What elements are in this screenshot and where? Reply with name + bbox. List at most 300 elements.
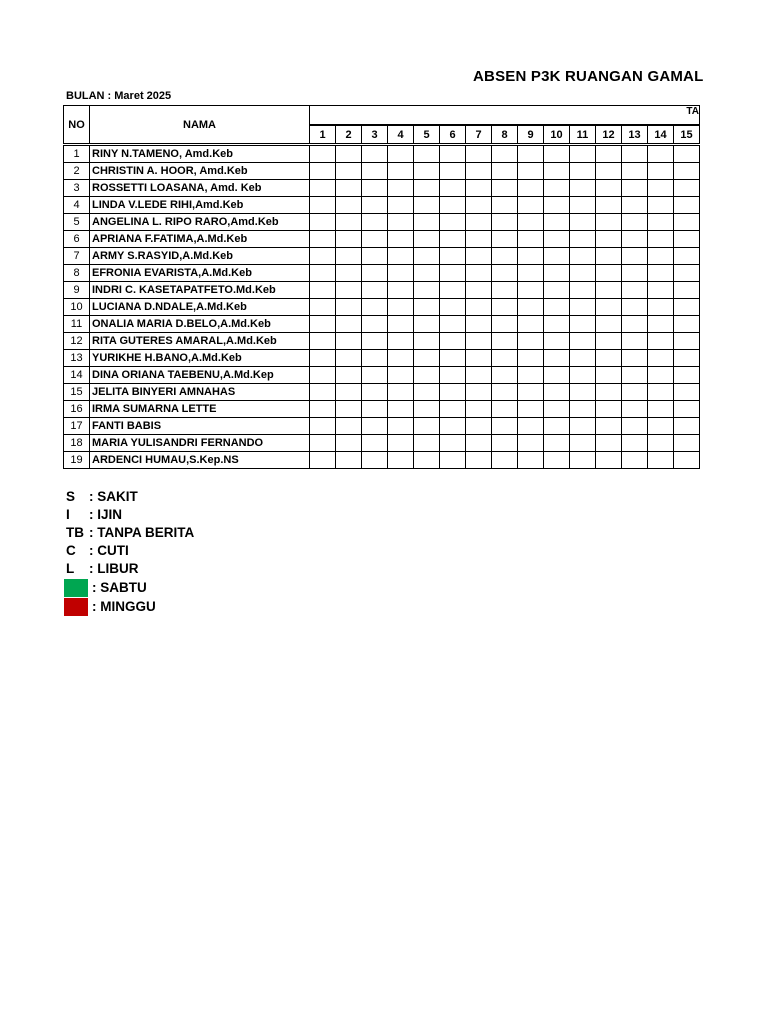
attendance-cell[interactable] bbox=[336, 214, 362, 231]
attendance-cell[interactable] bbox=[388, 384, 414, 401]
attendance-cell[interactable] bbox=[362, 452, 388, 469]
attendance-cell[interactable] bbox=[674, 145, 700, 163]
attendance-cell[interactable] bbox=[466, 452, 492, 469]
attendance-cell[interactable] bbox=[596, 180, 622, 197]
attendance-cell[interactable] bbox=[362, 316, 388, 333]
attendance-cell[interactable] bbox=[570, 452, 596, 469]
attendance-cell[interactable] bbox=[622, 248, 648, 265]
attendance-cell[interactable] bbox=[518, 418, 544, 435]
attendance-cell[interactable] bbox=[466, 163, 492, 180]
attendance-cell[interactable] bbox=[310, 316, 336, 333]
attendance-cell[interactable] bbox=[570, 145, 596, 163]
attendance-cell[interactable] bbox=[518, 248, 544, 265]
attendance-cell[interactable] bbox=[362, 197, 388, 214]
attendance-cell[interactable] bbox=[388, 401, 414, 418]
attendance-cell[interactable] bbox=[440, 145, 466, 163]
attendance-cell[interactable] bbox=[310, 197, 336, 214]
attendance-cell[interactable] bbox=[570, 299, 596, 316]
attendance-cell[interactable] bbox=[648, 452, 674, 469]
attendance-cell[interactable] bbox=[466, 265, 492, 282]
attendance-cell[interactable] bbox=[544, 145, 570, 163]
attendance-cell[interactable] bbox=[544, 214, 570, 231]
attendance-cell[interactable] bbox=[362, 435, 388, 452]
attendance-cell[interactable] bbox=[674, 197, 700, 214]
attendance-cell[interactable] bbox=[596, 282, 622, 299]
attendance-cell[interactable] bbox=[336, 452, 362, 469]
attendance-cell[interactable] bbox=[544, 333, 570, 350]
attendance-cell[interactable] bbox=[674, 248, 700, 265]
attendance-cell[interactable] bbox=[596, 231, 622, 248]
attendance-cell[interactable] bbox=[362, 163, 388, 180]
attendance-cell[interactable] bbox=[518, 350, 544, 367]
attendance-cell[interactable] bbox=[414, 384, 440, 401]
attendance-cell[interactable] bbox=[466, 367, 492, 384]
attendance-cell[interactable] bbox=[518, 401, 544, 418]
attendance-cell[interactable] bbox=[518, 265, 544, 282]
attendance-cell[interactable] bbox=[596, 401, 622, 418]
attendance-cell[interactable] bbox=[362, 214, 388, 231]
attendance-cell[interactable] bbox=[544, 435, 570, 452]
attendance-cell[interactable] bbox=[492, 316, 518, 333]
attendance-cell[interactable] bbox=[492, 248, 518, 265]
attendance-cell[interactable] bbox=[648, 384, 674, 401]
attendance-cell[interactable] bbox=[648, 350, 674, 367]
attendance-cell[interactable] bbox=[492, 435, 518, 452]
attendance-cell[interactable] bbox=[414, 418, 440, 435]
attendance-cell[interactable] bbox=[544, 350, 570, 367]
attendance-cell[interactable] bbox=[544, 180, 570, 197]
attendance-cell[interactable] bbox=[674, 350, 700, 367]
attendance-cell[interactable] bbox=[440, 401, 466, 418]
attendance-cell[interactable] bbox=[362, 418, 388, 435]
attendance-cell[interactable] bbox=[622, 452, 648, 469]
attendance-cell[interactable] bbox=[492, 265, 518, 282]
attendance-cell[interactable] bbox=[570, 401, 596, 418]
attendance-cell[interactable] bbox=[492, 163, 518, 180]
attendance-cell[interactable] bbox=[440, 248, 466, 265]
attendance-cell[interactable] bbox=[310, 418, 336, 435]
attendance-cell[interactable] bbox=[466, 435, 492, 452]
attendance-cell[interactable] bbox=[648, 299, 674, 316]
attendance-cell[interactable] bbox=[570, 333, 596, 350]
attendance-cell[interactable] bbox=[466, 401, 492, 418]
attendance-cell[interactable] bbox=[440, 180, 466, 197]
attendance-cell[interactable] bbox=[336, 384, 362, 401]
attendance-cell[interactable] bbox=[648, 214, 674, 231]
attendance-cell[interactable] bbox=[388, 248, 414, 265]
attendance-cell[interactable] bbox=[570, 248, 596, 265]
attendance-cell[interactable] bbox=[362, 350, 388, 367]
attendance-cell[interactable] bbox=[466, 197, 492, 214]
attendance-cell[interactable] bbox=[466, 299, 492, 316]
attendance-cell[interactable] bbox=[492, 401, 518, 418]
attendance-cell[interactable] bbox=[596, 333, 622, 350]
attendance-cell[interactable] bbox=[336, 163, 362, 180]
attendance-cell[interactable] bbox=[518, 197, 544, 214]
attendance-cell[interactable] bbox=[310, 231, 336, 248]
attendance-cell[interactable] bbox=[648, 367, 674, 384]
attendance-cell[interactable] bbox=[492, 350, 518, 367]
attendance-cell[interactable] bbox=[596, 384, 622, 401]
attendance-cell[interactable] bbox=[466, 248, 492, 265]
attendance-cell[interactable] bbox=[674, 384, 700, 401]
attendance-cell[interactable] bbox=[492, 452, 518, 469]
attendance-cell[interactable] bbox=[544, 265, 570, 282]
attendance-cell[interactable] bbox=[336, 367, 362, 384]
attendance-cell[interactable] bbox=[544, 282, 570, 299]
attendance-cell[interactable] bbox=[596, 197, 622, 214]
attendance-cell[interactable] bbox=[362, 282, 388, 299]
attendance-cell[interactable] bbox=[388, 316, 414, 333]
attendance-cell[interactable] bbox=[544, 367, 570, 384]
attendance-cell[interactable] bbox=[336, 231, 362, 248]
attendance-cell[interactable] bbox=[544, 316, 570, 333]
attendance-cell[interactable] bbox=[518, 435, 544, 452]
row-name: APRIANA F.FATIMA,A.Md.Keb bbox=[90, 231, 310, 248]
attendance-cell[interactable] bbox=[570, 180, 596, 197]
attendance-cell[interactable] bbox=[674, 401, 700, 418]
attendance-cell[interactable] bbox=[388, 452, 414, 469]
attendance-cell[interactable] bbox=[544, 231, 570, 248]
attendance-cell[interactable] bbox=[596, 163, 622, 180]
attendance-cell[interactable] bbox=[310, 214, 336, 231]
attendance-cell[interactable] bbox=[674, 265, 700, 282]
attendance-cell[interactable] bbox=[440, 452, 466, 469]
attendance-cell[interactable] bbox=[570, 265, 596, 282]
row-number: 14 bbox=[64, 367, 90, 384]
attendance-cell[interactable] bbox=[310, 163, 336, 180]
attendance-cell[interactable] bbox=[440, 316, 466, 333]
attendance-cell[interactable] bbox=[622, 418, 648, 435]
attendance-cell[interactable] bbox=[648, 197, 674, 214]
attendance-cell[interactable] bbox=[414, 452, 440, 469]
attendance-cell[interactable] bbox=[492, 384, 518, 401]
attendance-cell[interactable] bbox=[388, 214, 414, 231]
attendance-cell[interactable] bbox=[466, 350, 492, 367]
attendance-cell[interactable] bbox=[388, 350, 414, 367]
attendance-cell[interactable] bbox=[362, 248, 388, 265]
attendance-cell[interactable] bbox=[544, 452, 570, 469]
attendance-cell[interactable] bbox=[596, 248, 622, 265]
row-number: 18 bbox=[64, 435, 90, 452]
attendance-cell[interactable] bbox=[414, 214, 440, 231]
attendance-cell[interactable] bbox=[492, 333, 518, 350]
attendance-cell[interactable] bbox=[310, 435, 336, 452]
attendance-cell[interactable] bbox=[492, 214, 518, 231]
attendance-cell[interactable] bbox=[518, 452, 544, 469]
attendance-cell[interactable] bbox=[388, 435, 414, 452]
attendance-cell[interactable] bbox=[648, 163, 674, 180]
attendance-cell[interactable] bbox=[648, 180, 674, 197]
attendance-cell[interactable] bbox=[440, 282, 466, 299]
attendance-cell[interactable] bbox=[544, 163, 570, 180]
attendance-cell[interactable] bbox=[544, 384, 570, 401]
attendance-cell[interactable] bbox=[388, 282, 414, 299]
attendance-cell[interactable] bbox=[310, 367, 336, 384]
attendance-cell[interactable] bbox=[414, 197, 440, 214]
attendance-cell[interactable] bbox=[414, 350, 440, 367]
attendance-cell[interactable] bbox=[622, 214, 648, 231]
attendance-cell[interactable] bbox=[440, 384, 466, 401]
attendance-cell[interactable] bbox=[440, 333, 466, 350]
attendance-cell[interactable] bbox=[440, 197, 466, 214]
month-label: BULAN : Maret 2025 bbox=[66, 90, 172, 102]
attendance-cell[interactable] bbox=[336, 265, 362, 282]
attendance-cell[interactable] bbox=[440, 231, 466, 248]
attendance-cell[interactable] bbox=[388, 145, 414, 163]
attendance-cell[interactable] bbox=[648, 265, 674, 282]
attendance-cell[interactable] bbox=[622, 350, 648, 367]
attendance-cell[interactable] bbox=[674, 163, 700, 180]
attendance-cell[interactable] bbox=[388, 231, 414, 248]
attendance-cell[interactable] bbox=[570, 435, 596, 452]
attendance-cell[interactable] bbox=[466, 384, 492, 401]
table-row bbox=[64, 333, 700, 350]
attendance-cell[interactable] bbox=[310, 401, 336, 418]
attendance-cell[interactable] bbox=[310, 180, 336, 197]
attendance-cell[interactable] bbox=[518, 145, 544, 163]
attendance-cell[interactable] bbox=[596, 452, 622, 469]
attendance-cell[interactable] bbox=[336, 316, 362, 333]
attendance-cell[interactable] bbox=[310, 265, 336, 282]
attendance-cell[interactable] bbox=[622, 316, 648, 333]
attendance-cell[interactable] bbox=[336, 197, 362, 214]
attendance-cell[interactable] bbox=[362, 145, 388, 163]
attendance-cell[interactable] bbox=[336, 145, 362, 163]
attendance-cell[interactable] bbox=[414, 316, 440, 333]
attendance-cell[interactable] bbox=[336, 435, 362, 452]
attendance-cell[interactable] bbox=[622, 384, 648, 401]
attendance-cell[interactable] bbox=[518, 299, 544, 316]
attendance-cell[interactable] bbox=[674, 282, 700, 299]
attendance-cell[interactable] bbox=[544, 248, 570, 265]
attendance-cell[interactable] bbox=[466, 180, 492, 197]
attendance-cell[interactable] bbox=[648, 248, 674, 265]
attendance-cell[interactable] bbox=[648, 282, 674, 299]
attendance-cell[interactable] bbox=[596, 316, 622, 333]
attendance-cell[interactable] bbox=[336, 333, 362, 350]
attendance-cell[interactable] bbox=[414, 282, 440, 299]
attendance-cell[interactable] bbox=[596, 299, 622, 316]
attendance-cell[interactable] bbox=[336, 180, 362, 197]
attendance-cell[interactable] bbox=[570, 163, 596, 180]
attendance-cell[interactable] bbox=[648, 316, 674, 333]
attendance-cell[interactable] bbox=[518, 163, 544, 180]
attendance-cell[interactable] bbox=[362, 333, 388, 350]
attendance-cell[interactable] bbox=[492, 180, 518, 197]
attendance-cell[interactable] bbox=[518, 231, 544, 248]
attendance-cell[interactable] bbox=[622, 197, 648, 214]
attendance-cell[interactable] bbox=[518, 333, 544, 350]
attendance-cell[interactable] bbox=[414, 231, 440, 248]
attendance-cell[interactable] bbox=[570, 282, 596, 299]
row-number: 4 bbox=[64, 197, 90, 214]
table-row bbox=[64, 401, 700, 418]
attendance-cell[interactable] bbox=[414, 333, 440, 350]
attendance-cell[interactable] bbox=[362, 180, 388, 197]
attendance-cell[interactable] bbox=[414, 435, 440, 452]
attendance-cell[interactable] bbox=[466, 282, 492, 299]
attendance-cell[interactable] bbox=[362, 265, 388, 282]
attendance-cell[interactable] bbox=[570, 418, 596, 435]
attendance-cell[interactable] bbox=[674, 333, 700, 350]
attendance-cell[interactable] bbox=[362, 384, 388, 401]
attendance-cell[interactable] bbox=[414, 401, 440, 418]
attendance-cell[interactable] bbox=[440, 418, 466, 435]
attendance-cell[interactable] bbox=[492, 145, 518, 163]
attendance-cell[interactable] bbox=[414, 180, 440, 197]
attendance-cell[interactable] bbox=[492, 282, 518, 299]
attendance-cell[interactable] bbox=[336, 299, 362, 316]
attendance-cell[interactable] bbox=[622, 180, 648, 197]
attendance-cell[interactable] bbox=[466, 418, 492, 435]
attendance-cell[interactable] bbox=[388, 163, 414, 180]
header-day: 11 bbox=[570, 125, 596, 145]
attendance-cell[interactable] bbox=[492, 231, 518, 248]
attendance-cell[interactable] bbox=[414, 248, 440, 265]
attendance-cell[interactable] bbox=[388, 197, 414, 214]
attendance-cell[interactable] bbox=[440, 435, 466, 452]
attendance-cell[interactable] bbox=[518, 384, 544, 401]
attendance-cell[interactable] bbox=[570, 367, 596, 384]
attendance-cell[interactable] bbox=[414, 163, 440, 180]
attendance-cell[interactable] bbox=[362, 401, 388, 418]
attendance-cell[interactable] bbox=[648, 435, 674, 452]
attendance-cell[interactable] bbox=[622, 401, 648, 418]
attendance-cell[interactable] bbox=[570, 197, 596, 214]
attendance-cell[interactable] bbox=[674, 299, 700, 316]
attendance-cell[interactable] bbox=[388, 265, 414, 282]
attendance-cell[interactable] bbox=[492, 418, 518, 435]
attendance-cell[interactable] bbox=[674, 418, 700, 435]
attendance-cell[interactable] bbox=[336, 350, 362, 367]
attendance-cell[interactable] bbox=[570, 350, 596, 367]
attendance-cell[interactable] bbox=[674, 452, 700, 469]
attendance-cell[interactable] bbox=[596, 435, 622, 452]
attendance-cell[interactable] bbox=[310, 145, 336, 163]
attendance-cell[interactable] bbox=[414, 299, 440, 316]
attendance-cell[interactable] bbox=[622, 145, 648, 163]
attendance-cell[interactable] bbox=[466, 214, 492, 231]
attendance-cell[interactable] bbox=[622, 435, 648, 452]
attendance-cell[interactable] bbox=[648, 145, 674, 163]
attendance-cell[interactable] bbox=[518, 214, 544, 231]
attendance-cell[interactable] bbox=[388, 418, 414, 435]
attendance-cell[interactable] bbox=[336, 282, 362, 299]
attendance-cell[interactable] bbox=[648, 231, 674, 248]
attendance-cell[interactable] bbox=[674, 231, 700, 248]
attendance-cell[interactable] bbox=[362, 299, 388, 316]
attendance-cell[interactable] bbox=[570, 231, 596, 248]
attendance-cell[interactable] bbox=[466, 316, 492, 333]
attendance-cell[interactable] bbox=[596, 418, 622, 435]
attendance-cell[interactable] bbox=[362, 231, 388, 248]
attendance-cell[interactable] bbox=[440, 367, 466, 384]
attendance-cell[interactable] bbox=[388, 333, 414, 350]
attendance-cell[interactable] bbox=[310, 299, 336, 316]
attendance-cell[interactable] bbox=[414, 145, 440, 163]
attendance-cell[interactable] bbox=[310, 248, 336, 265]
attendance-cell[interactable] bbox=[596, 367, 622, 384]
attendance-cell[interactable] bbox=[622, 333, 648, 350]
attendance-cell[interactable] bbox=[336, 401, 362, 418]
attendance-cell[interactable] bbox=[674, 316, 700, 333]
attendance-cell[interactable] bbox=[388, 299, 414, 316]
attendance-cell[interactable] bbox=[622, 367, 648, 384]
attendance-cell[interactable] bbox=[674, 214, 700, 231]
attendance-cell[interactable] bbox=[492, 367, 518, 384]
attendance-cell[interactable] bbox=[648, 333, 674, 350]
attendance-cell[interactable] bbox=[544, 299, 570, 316]
attendance-cell[interactable] bbox=[622, 265, 648, 282]
attendance-cell[interactable] bbox=[622, 231, 648, 248]
attendance-cell[interactable] bbox=[336, 248, 362, 265]
attendance-cell[interactable] bbox=[388, 180, 414, 197]
attendance-cell[interactable] bbox=[518, 282, 544, 299]
attendance-cell[interactable] bbox=[648, 418, 674, 435]
attendance-cell[interactable] bbox=[622, 282, 648, 299]
row-number: 1 bbox=[64, 145, 90, 163]
attendance-cell[interactable] bbox=[310, 282, 336, 299]
attendance-cell[interactable] bbox=[570, 316, 596, 333]
attendance-cell[interactable] bbox=[622, 299, 648, 316]
attendance-cell[interactable] bbox=[414, 367, 440, 384]
attendance-cell[interactable] bbox=[544, 418, 570, 435]
attendance-cell[interactable] bbox=[648, 401, 674, 418]
attendance-table bbox=[63, 105, 700, 469]
attendance-cell[interactable] bbox=[596, 350, 622, 367]
attendance-cell[interactable] bbox=[596, 265, 622, 282]
row-name: ARMY S.RASYID,A.Md.Keb bbox=[90, 248, 310, 265]
attendance-cell[interactable] bbox=[310, 384, 336, 401]
attendance-cell[interactable] bbox=[622, 163, 648, 180]
attendance-cell[interactable] bbox=[570, 384, 596, 401]
attendance-cell[interactable] bbox=[518, 316, 544, 333]
attendance-cell[interactable] bbox=[336, 418, 362, 435]
attendance-cell[interactable] bbox=[466, 231, 492, 248]
attendance-cell[interactable] bbox=[440, 214, 466, 231]
attendance-cell[interactable] bbox=[518, 180, 544, 197]
table-row bbox=[64, 248, 700, 265]
attendance-cell[interactable] bbox=[440, 163, 466, 180]
attendance-cell[interactable] bbox=[674, 180, 700, 197]
row-name: EFRONIA EVARISTA,A.Md.Keb bbox=[90, 265, 310, 282]
attendance-cell[interactable] bbox=[440, 350, 466, 367]
attendance-cell[interactable] bbox=[466, 333, 492, 350]
attendance-cell[interactable] bbox=[492, 299, 518, 316]
attendance-cell[interactable] bbox=[674, 435, 700, 452]
attendance-cell[interactable] bbox=[414, 265, 440, 282]
attendance-cell[interactable] bbox=[674, 367, 700, 384]
attendance-cell[interactable] bbox=[310, 350, 336, 367]
attendance-cell[interactable] bbox=[310, 333, 336, 350]
attendance-cell[interactable] bbox=[466, 145, 492, 163]
attendance-cell[interactable] bbox=[362, 367, 388, 384]
attendance-cell[interactable] bbox=[388, 367, 414, 384]
table-row bbox=[64, 435, 700, 452]
attendance-cell[interactable] bbox=[544, 197, 570, 214]
attendance-cell[interactable] bbox=[492, 197, 518, 214]
attendance-cell[interactable] bbox=[440, 265, 466, 282]
attendance-cell[interactable] bbox=[544, 401, 570, 418]
attendance-table-wrap bbox=[63, 105, 702, 471]
attendance-cell[interactable] bbox=[596, 145, 622, 163]
attendance-cell[interactable] bbox=[310, 452, 336, 469]
attendance-cell[interactable] bbox=[518, 367, 544, 384]
attendance-cell[interactable] bbox=[570, 214, 596, 231]
attendance-cell[interactable] bbox=[440, 299, 466, 316]
attendance-cell[interactable] bbox=[596, 214, 622, 231]
